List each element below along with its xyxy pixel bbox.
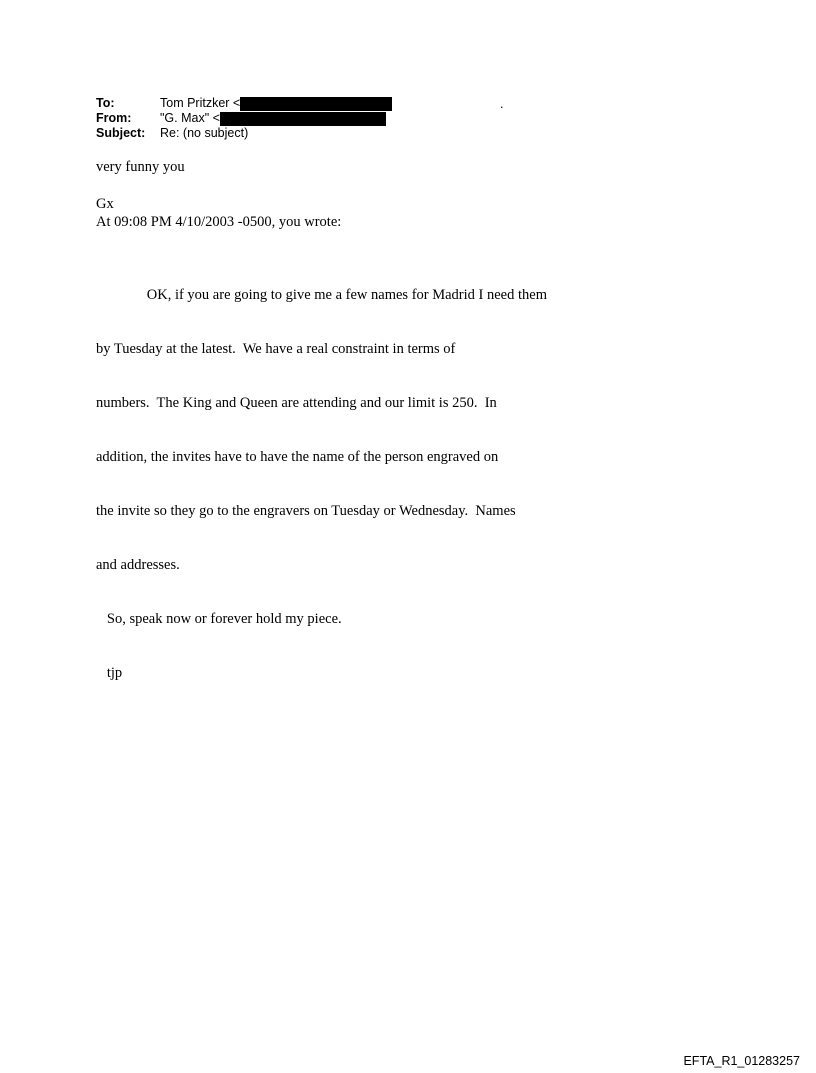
subject-label: Subject: xyxy=(96,126,146,140)
quote-line: OK, if you are going to give me a few names for Madrid I need them xyxy=(96,287,547,303)
quote-line: So, speak now or forever hold my piece. xyxy=(96,611,342,627)
from-value: "G. Max" < xyxy=(160,111,220,125)
subject-row xyxy=(96,126,392,141)
from-row xyxy=(96,111,392,126)
email-header xyxy=(96,96,392,141)
attribution-line: At 09:08 PM 4/10/2003 -0500, you wrote: xyxy=(96,214,342,230)
quote-line: by Tuesday at the latest. We have a real constraint in terms of xyxy=(96,341,456,357)
document-id: EFTA_R1_01283257 xyxy=(683,1054,800,1068)
reply-text: very funny you xyxy=(96,159,185,175)
quote-line: the invite so they go to the engravers on Tuesday or Wednesday. Names xyxy=(96,503,516,519)
to-row xyxy=(96,96,392,111)
quoted-message xyxy=(96,250,547,700)
to-label: To: xyxy=(96,96,115,110)
subject-value: Re: (no subject) xyxy=(160,126,249,140)
quote-line: and addresses. xyxy=(96,557,180,573)
stray-mark: . xyxy=(500,97,504,111)
quote-line: numbers. The King and Queen are attending and our limit is 250. In xyxy=(96,395,497,411)
redaction-bar xyxy=(240,97,392,111)
signature: Gx xyxy=(96,196,114,212)
from-label: From: xyxy=(96,111,132,125)
redaction-bar xyxy=(220,112,386,126)
to-value: Tom Pritzker < xyxy=(160,96,241,110)
quote-line: tjp xyxy=(96,665,123,681)
quote-line: addition, the invites have to have the name of the person engraved on xyxy=(96,449,499,465)
